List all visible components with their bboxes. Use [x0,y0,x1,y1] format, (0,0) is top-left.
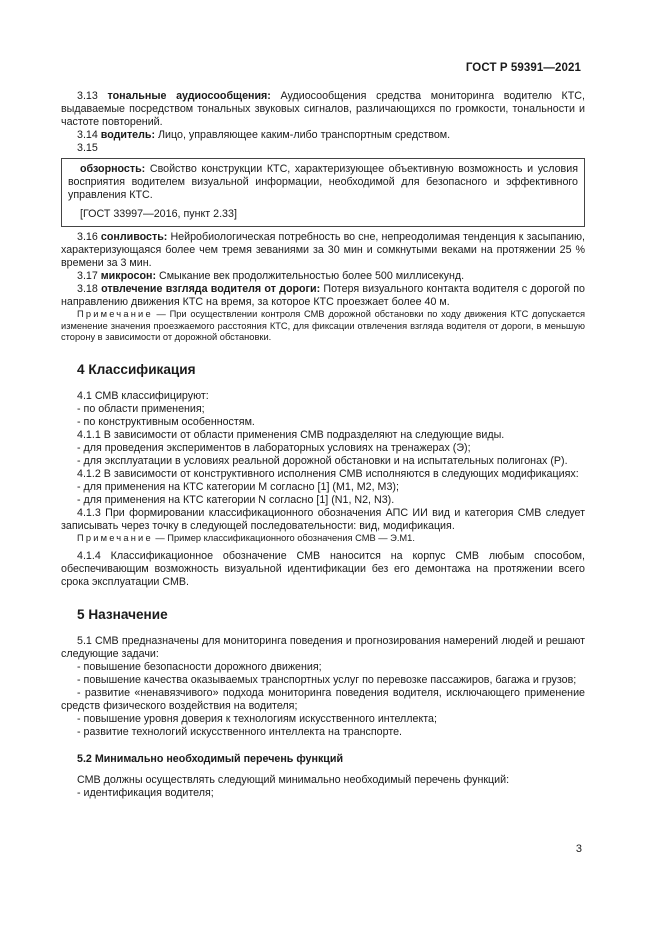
term-number: 3.13 [77,90,108,102]
page-number: 3 [575,843,582,855]
list-item: - развитие «ненавязчивого» подхода мониторинга поведения водителя, исключающего применение средств физического воздействия на водителя; [61,687,585,713]
note-3-18 [61,309,585,344]
term-name: обзорность: [80,163,146,175]
note-4-1-3 [61,533,585,545]
clause-4-1-3: 4.1.3 При формировании классификационного обозначения АПС ИИ вид и категория СМВ следует записывать через точку в следующей последовательности: вид, модификация. [61,506,585,532]
clause-5-1: 5.1 СМВ предназначены для мониторинга поведения и прогнозирования намерений людей и решают следующие задачи: [61,635,585,661]
term-3-16 [61,231,585,270]
term-name: водитель: [100,129,156,141]
term-definition: Аудиосообщения средства мониторинга водителю КТС, выдаваемые посредством тональных звуковых сигналов, различающихся по громкости, тональности и частоте повторений. [61,90,585,128]
list-item: - повышение уровня доверия к технологиям искусственного интеллекта; [77,713,437,726]
term-definition: Нейробиологическая потребность во сне, непреодолимая тенденция к засыпанию, характеризующаяся более чем тремя зеваниями за 30 мин и сомкнутыми веками на протяжении 25 % времени за 3 мин. [61,231,585,269]
list-item: - по области применения; [77,402,205,415]
term-3-13 [61,90,585,129]
section-4-heading: 4 Классификация [77,361,196,377]
term-definition: Лицо, управляющее каким-либо транспортным средством. [155,129,451,141]
term-name: сонливость: [100,231,168,243]
list-item: - для применения на КТС категории М согласно [1] (М1, М2, М3); [77,480,399,493]
note-label: Примечание [77,532,153,543]
note-label: Примечание [77,309,153,319]
term-name: микросон: [100,270,157,282]
term-number: 3.18 [77,283,102,295]
term-definition: Смыкание век продолжительностью более 500 миллисекунд. [156,270,465,282]
clause-5-2: СМВ должны осуществлять следующий минимально необходимый перечень функций: [77,774,510,787]
clause-4-1: 4.1 СМВ классифицируют: [77,389,209,402]
list-item: - повышение качества оказываемых транспортных услуг по перевозке пассажиров, багажа и грузов; [77,674,577,687]
list-item: - по конструктивным особенностям. [77,415,255,428]
subsection-5-2-heading: 5.2 Минимально необходимый перечень функций [77,753,344,766]
term-3-18 [61,283,585,309]
section-5-heading: 5 Назначение [77,607,168,623]
list-item: - идентификация водителя; [77,787,214,800]
term-3-17 [61,270,585,283]
list-item: - для эксплуатации в условиях реальной дорожной обстановки и на испытательных полигонах (Р). [77,454,568,467]
term-number: 3.14 [77,129,101,141]
term-name: отвлечение взгляда водителя от дороги: [101,283,321,295]
standard-header: ГОСТ Р 59391—2021 [465,62,581,74]
list-item: - повышение безопасности дорожного движения; [77,661,322,674]
note-text: — Пример классификационного обозначения СМВ — Э.М1. [152,532,415,543]
list-item: - развитие технологий искусственного интеллекта на транспорте. [77,726,403,739]
term-number: 3.17 [77,270,101,282]
term-3-15 [68,163,578,202]
term-definition: Свойство конструкции КТС, характеризующее объективную возможность и условия восприятия водителем визуальной информации, необходимой для безопасного и эффективного управления КТС. [68,163,578,201]
borrowed-term-box [61,158,585,227]
clause-4-1-1: 4.1.1 В зависимости от области применения СМВ подразделяют на следующие виды. [77,428,505,441]
term-3-15-number: 3.15 [77,142,98,154]
term-number: 3.16 [77,231,101,243]
note-text: — При осуществлении контроля СМВ дорожной обстановки по ходу движения КТС допускается изменение значения проезжаемого расстояния КТС, для фиксации отвлечения взгляда водителя от дороги, в меньшую сторону в зависимости от дорожной обстановки. [61,309,585,343]
list-item: - для проведения экспериментов в лабораторных условиях на тренажерах (Э); [77,441,471,454]
source-reference: [ГОСТ 33997—2016, пункт 2.33] [80,208,237,220]
page-content [61,90,585,800]
clause-4-1-4: 4.1.4 Классификационное обозначение СМВ наносится на корпус СМВ любым способом, обеспечивающим возможность визуальной идентификации без его демонтажа на протяжении всего срока эксплуатации СМВ. [61,550,585,589]
clause-4-1-2: 4.1.2 В зависимости от конструктивного исполнения СМВ исполняются в следующих модификациях: [77,467,579,480]
term-name: тональные аудиосообщения: [107,90,271,102]
term-3-14 [61,129,585,142]
term-definition: Потеря визуального контакта водителя с дорогой по направлению движения КТС на время, за которое КТС проезжает более 40 м. [61,283,586,308]
list-item: - для применения на КТС категории N согласно [1] (N1, N2, N3). [77,493,395,506]
